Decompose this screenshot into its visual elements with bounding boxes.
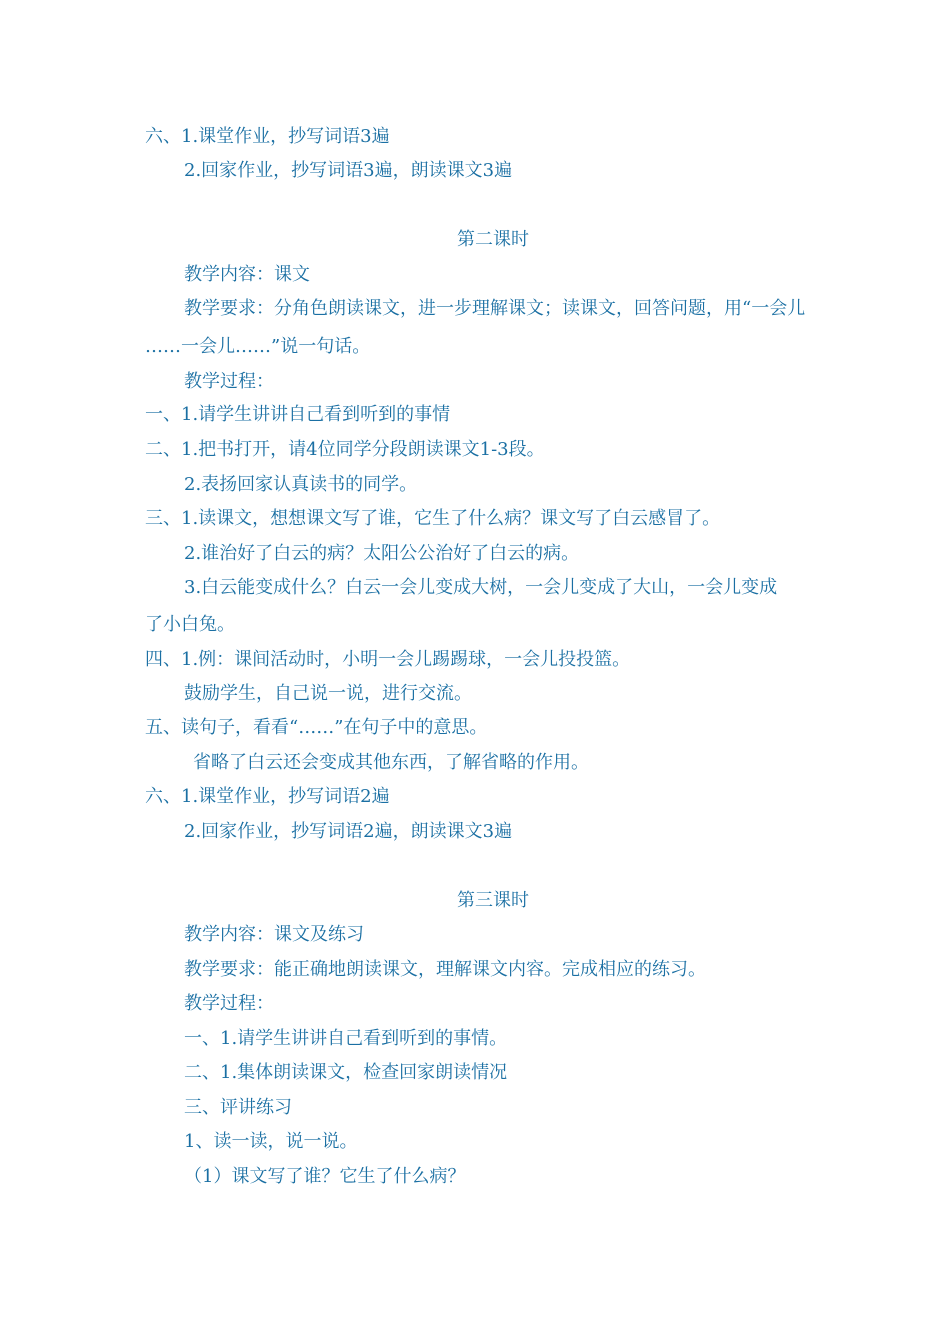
section2-line: 2.回家作业，抄写词语2遍，朗读课文3遍 — [184, 821, 513, 842]
section3-content: 教学内容：课文及练习 — [184, 924, 364, 945]
section3-process-label: 教学过程： — [184, 993, 274, 1014]
section2-heading: 第二课时 — [457, 229, 529, 250]
section2-line: 省略了白云还会变成其他东西，了解省略的作用。 — [193, 752, 589, 773]
section3-line: （1）课文写了谁？它生了什么病？ — [184, 1166, 466, 1187]
section3-line: 一、1.请学生讲讲自己看到听到的事情。 — [184, 1028, 508, 1049]
section2-line: 六、1.课堂作业，抄写词语2遍 — [145, 786, 390, 807]
section1-item-2: 2.回家作业，抄写词语3遍，朗读课文3遍 — [184, 160, 513, 181]
section2-line: 三、1.读课文，想想课文写了谁，它生了什么病？课文写了白云感冒了。 — [145, 508, 721, 529]
section2-content: 教学内容：课文 — [184, 264, 310, 285]
section2-line: 3.白云能变成什么？白云一会儿变成大树，一会儿变成了大山，一会儿变成 — [184, 577, 778, 598]
section2-requirement-line1: 教学要求：分角色朗读课文，进一步理解课文；读课文，回答问题，用“一会儿 — [184, 298, 806, 319]
section3-line: 1、读一读，说一说。 — [184, 1131, 358, 1152]
section2-line: 二、1.把书打开，请4位同学分段朗读课文1-3段。 — [145, 439, 545, 460]
section2-line: 了小白兔。 — [145, 614, 235, 635]
section3-line: 二、1.集体朗读课文，检查回家朗读情况 — [184, 1062, 508, 1083]
section2-line: 一、1.请学生讲讲自己看到听到的事情 — [145, 404, 451, 425]
section3-line: 三、评讲练习 — [184, 1097, 292, 1118]
section2-process-label: 教学过程： — [184, 371, 274, 392]
section2-line: 鼓励学生，自己说一说，进行交流。 — [184, 683, 472, 704]
section2-line: 2.谁治好了白云的病？太阳公公治好了白云的病。 — [184, 543, 580, 564]
section2-requirement-line2: ……一会儿……”说一句话。 — [145, 336, 371, 357]
section3-heading: 第三课时 — [457, 890, 529, 911]
section2-line: 四、1.例：课间活动时，小明一会儿踢踢球，一会儿投投篮。 — [145, 649, 631, 670]
section2-line: 五、读句子，看看“……”在句子中的意思。 — [145, 717, 488, 738]
section1-item-1: 六、1.课堂作业，抄写词语3遍 — [145, 126, 390, 147]
section2-line: 2.表扬回家认真读书的同学。 — [184, 474, 418, 495]
section3-requirement: 教学要求：能正确地朗读课文，理解课文内容。完成相应的练习。 — [184, 959, 706, 980]
